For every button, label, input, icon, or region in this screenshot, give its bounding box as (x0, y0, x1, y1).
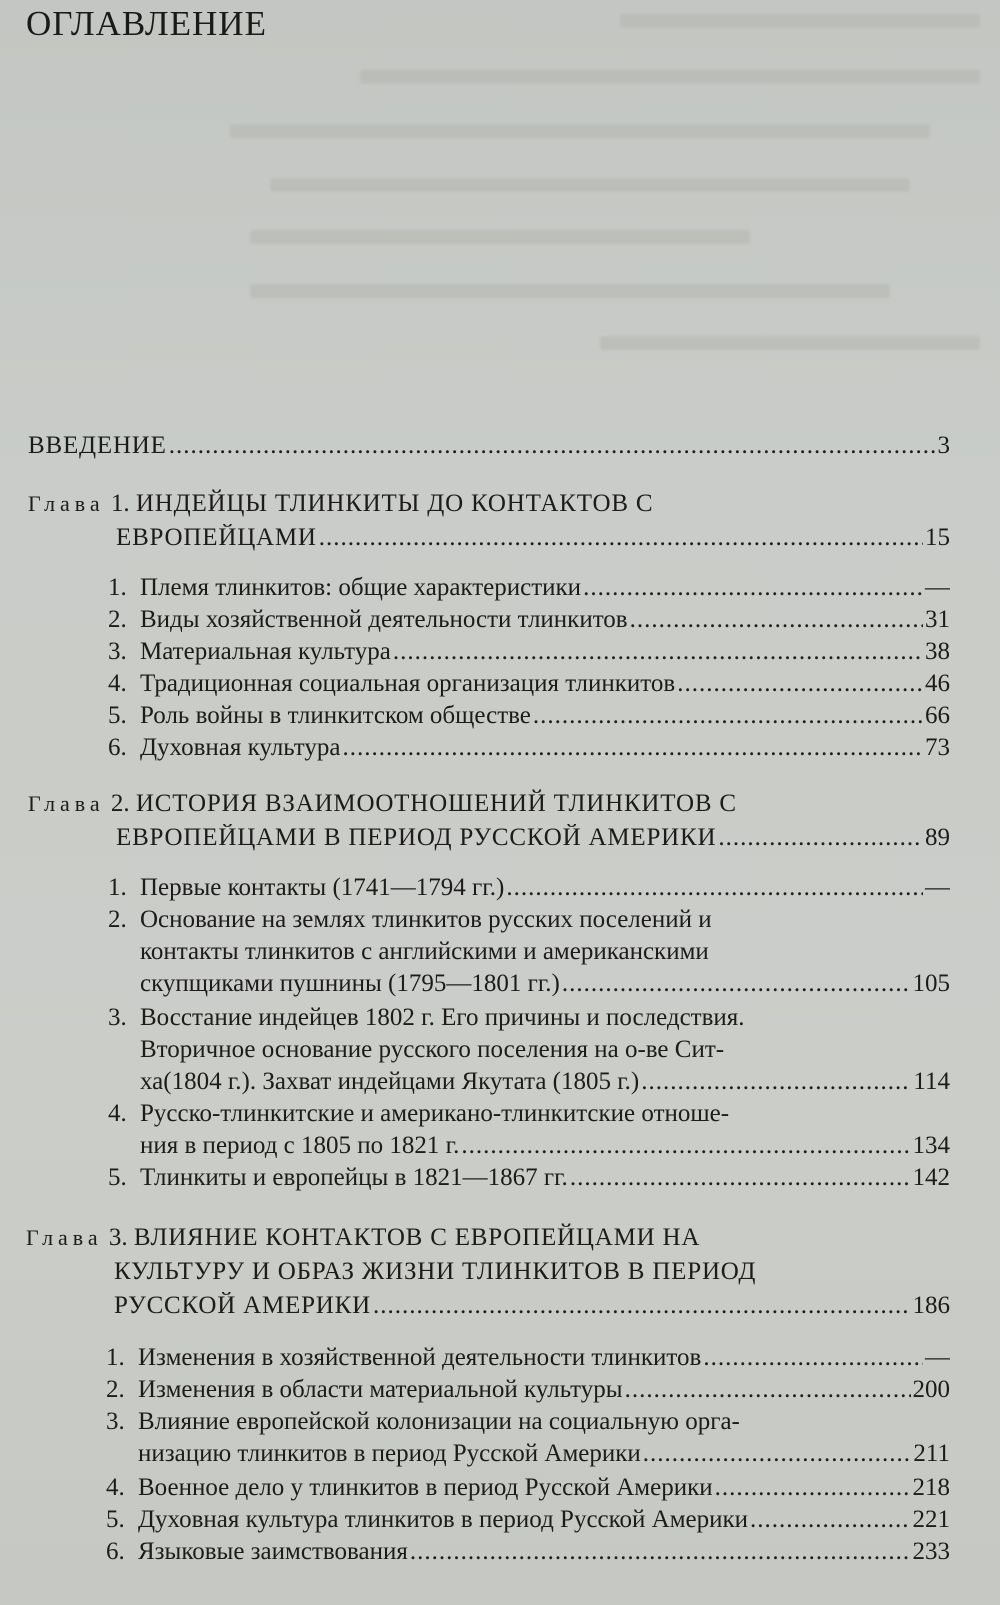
item-label: Роль войны в тлинкитском обществе (140, 702, 531, 729)
leader-dots (562, 970, 911, 998)
toc-entry-intro (28, 432, 950, 466)
leader-dots (373, 1292, 911, 1320)
page-number: 200 (912, 1376, 950, 1403)
toc-item-end (140, 970, 950, 1004)
toc-item (108, 906, 712, 940)
toc-entry-label: ВВЕДЕНИЕ (28, 432, 167, 459)
toc-item-end (138, 1440, 950, 1474)
page-number: 89 (925, 824, 950, 851)
leader-dots (750, 1506, 910, 1534)
leader-dots (583, 574, 923, 602)
chapter-number: 3. (108, 1224, 128, 1251)
chapter-prefix: Глава (26, 1225, 103, 1250)
item-number: 1. (108, 874, 127, 901)
item-number: 3. (106, 1408, 125, 1435)
chapter-title: ИНДЕЙЦЫ ТЛИНКИТЫ ДО КОНТАКТОВ С (135, 490, 654, 517)
leader-dots (410, 1538, 911, 1566)
item-label: Основание на землях тлинкитов русских поселений и (140, 906, 712, 933)
toc-item (108, 606, 950, 640)
page-number: 211 (913, 1440, 950, 1467)
item-number: 3. (108, 638, 127, 665)
page-number: — (925, 1344, 950, 1371)
page-number: 66 (925, 702, 950, 729)
item-number: 2. (108, 606, 127, 633)
item-label: Материальная культура (140, 638, 391, 665)
item-label: Влияние европейской колонизации на социальную орга- (138, 1408, 740, 1435)
toc-item (106, 1506, 950, 1540)
leader-dots (461, 1132, 910, 1160)
item-label: Восстание индейцев 1802 г. Его причины и последствия. (140, 1004, 745, 1031)
leader-dots (677, 670, 923, 698)
item-label: Русско-тлинкитские и американо-тлинкитские отноше- (140, 1100, 730, 1127)
item-number: 5. (106, 1506, 125, 1533)
toc-item (108, 702, 950, 736)
chapter-3-title-end (114, 1292, 950, 1326)
item-number: 4. (106, 1474, 125, 1501)
chapter-prefix: Глава (28, 791, 105, 816)
leader-dots (715, 1474, 911, 1502)
chapter-title: ИСТОРИЯ ВЗАИМООТНОШЕНИЙ ТЛИНКИТОВ С (135, 790, 737, 817)
page-number: 142 (912, 1164, 950, 1191)
page-number: — (925, 574, 950, 601)
leader-dots (319, 524, 923, 552)
item-number: 1. (106, 1344, 125, 1371)
item-label: Виды хозяйственной деятельности тлинкитов (140, 606, 628, 633)
toc-item (106, 1376, 950, 1410)
page-number: 233 (912, 1538, 950, 1565)
item-number: 2. (108, 906, 127, 933)
item-label-continued: контакты тлинкитов с английскими и американскими (140, 938, 709, 965)
chapter-1-title-end (116, 524, 950, 558)
toc-item (106, 1538, 950, 1572)
leader-dots (342, 734, 923, 762)
chapter-2-heading (28, 790, 737, 824)
toc-item-end (140, 1068, 950, 1102)
item-label: Традиционная социальная организация тлинкитов (140, 670, 676, 697)
leader-dots (630, 606, 923, 634)
item-label: Изменения в хозяйственной деятельности тлинкитов (138, 1344, 702, 1371)
toc-item (108, 638, 950, 672)
toc-item (108, 670, 950, 704)
item-number: 5. (108, 702, 127, 729)
chapter-title: ЕВРОПЕЙЦАМИ В ПЕРИОД РУССКОЙ АМЕРИКИ (116, 824, 717, 851)
toc-item (106, 1408, 740, 1442)
item-label: ния в период с 1805 по 1821 г. (140, 1132, 460, 1159)
page-number: 114 (913, 1068, 950, 1095)
item-label: Тлинкиты и европейцы в 1821—1867 гг. (140, 1164, 568, 1191)
leader-dots (703, 1344, 923, 1372)
toc-item (108, 1100, 729, 1134)
toc-item (108, 874, 950, 908)
chapter-title: ЕВРОПЕЙЦАМИ (116, 524, 317, 551)
toc-item (106, 1474, 950, 1508)
toc-item (108, 1164, 950, 1198)
page-title: ОГЛАВЛЕНИЕ (26, 4, 267, 43)
toc-item (108, 1004, 745, 1038)
chapter-number: 1. (110, 490, 130, 517)
page-number: 134 (912, 1132, 950, 1159)
page-number: 31 (925, 606, 950, 633)
leader-dots (393, 638, 923, 666)
toc-item (108, 574, 950, 608)
toc-item (106, 1344, 950, 1378)
item-number: 5. (108, 1164, 127, 1191)
chapter-title-continued: КУЛЬТУРУ И ОБРАЗ ЖИЗНИ ТЛИНКИТОВ В ПЕРИОД (114, 1258, 757, 1285)
item-number: 6. (106, 1538, 125, 1565)
item-label: Первые контакты (1741—1794 гг.) (140, 874, 505, 901)
toc-item-end (140, 1132, 950, 1166)
item-number: 3. (108, 1004, 127, 1031)
chapter-number: 2. (110, 790, 130, 817)
page-number: 3 (937, 432, 950, 459)
page-number: 46 (925, 670, 950, 697)
item-number: 4. (108, 1100, 127, 1127)
page-number: 38 (925, 638, 950, 665)
page-number: 186 (912, 1292, 950, 1319)
leader-dots (533, 702, 923, 730)
item-label: Изменения в области материальной культуры (138, 1376, 623, 1403)
leader-dots (625, 1376, 911, 1404)
chapter-1-heading (28, 490, 653, 524)
item-label: ха(1804 г.). Захват индейцами Якутата (1805 г.) (140, 1068, 640, 1095)
item-label: Военное дело у тлинкитов в период Русской Америки (138, 1474, 713, 1501)
chapter-2-title-end (116, 824, 950, 858)
item-number: 6. (108, 734, 127, 761)
page-number: 73 (925, 734, 950, 761)
chapter-3-heading (26, 1224, 700, 1258)
page-number: — (925, 874, 950, 901)
item-label: Языковые заимствования (138, 1538, 408, 1565)
page-number: 218 (912, 1474, 950, 1501)
leader-dots (718, 824, 923, 852)
item-label: скупщиками пушнины (1795—1801 гг.) (140, 970, 560, 997)
item-number: 4. (108, 670, 127, 697)
leader-dots (506, 874, 923, 902)
page-number: 15 (925, 524, 950, 551)
leader-dots (643, 1440, 912, 1468)
chapter-title: РУССКОЙ АМЕРИКИ (114, 1292, 371, 1319)
page-number: 221 (912, 1506, 950, 1533)
page-number: 105 (912, 970, 950, 997)
item-label-continued: Вторичное основание русского поселения на о-ве Сит- (140, 1036, 725, 1063)
chapter-title: ВЛИЯНИЕ КОНТАКТОВ С ЕВРОПЕЙЦАМИ НА (133, 1224, 701, 1251)
item-number: 1. (108, 574, 127, 601)
leader-dots (570, 1164, 911, 1192)
item-label: Духовная культура (140, 734, 341, 761)
toc-item (108, 734, 950, 768)
leader-dots (641, 1068, 911, 1096)
item-label: низацию тлинкитов в период Русской Америки (138, 1440, 641, 1467)
item-label: Духовная культура тлинкитов в период Русской Америки (138, 1506, 749, 1533)
item-number: 2. (106, 1376, 125, 1403)
chapter-prefix: Глава (28, 491, 105, 516)
leader-dots (169, 432, 936, 460)
item-label: Племя тлинкитов: общие характеристики (140, 574, 582, 601)
